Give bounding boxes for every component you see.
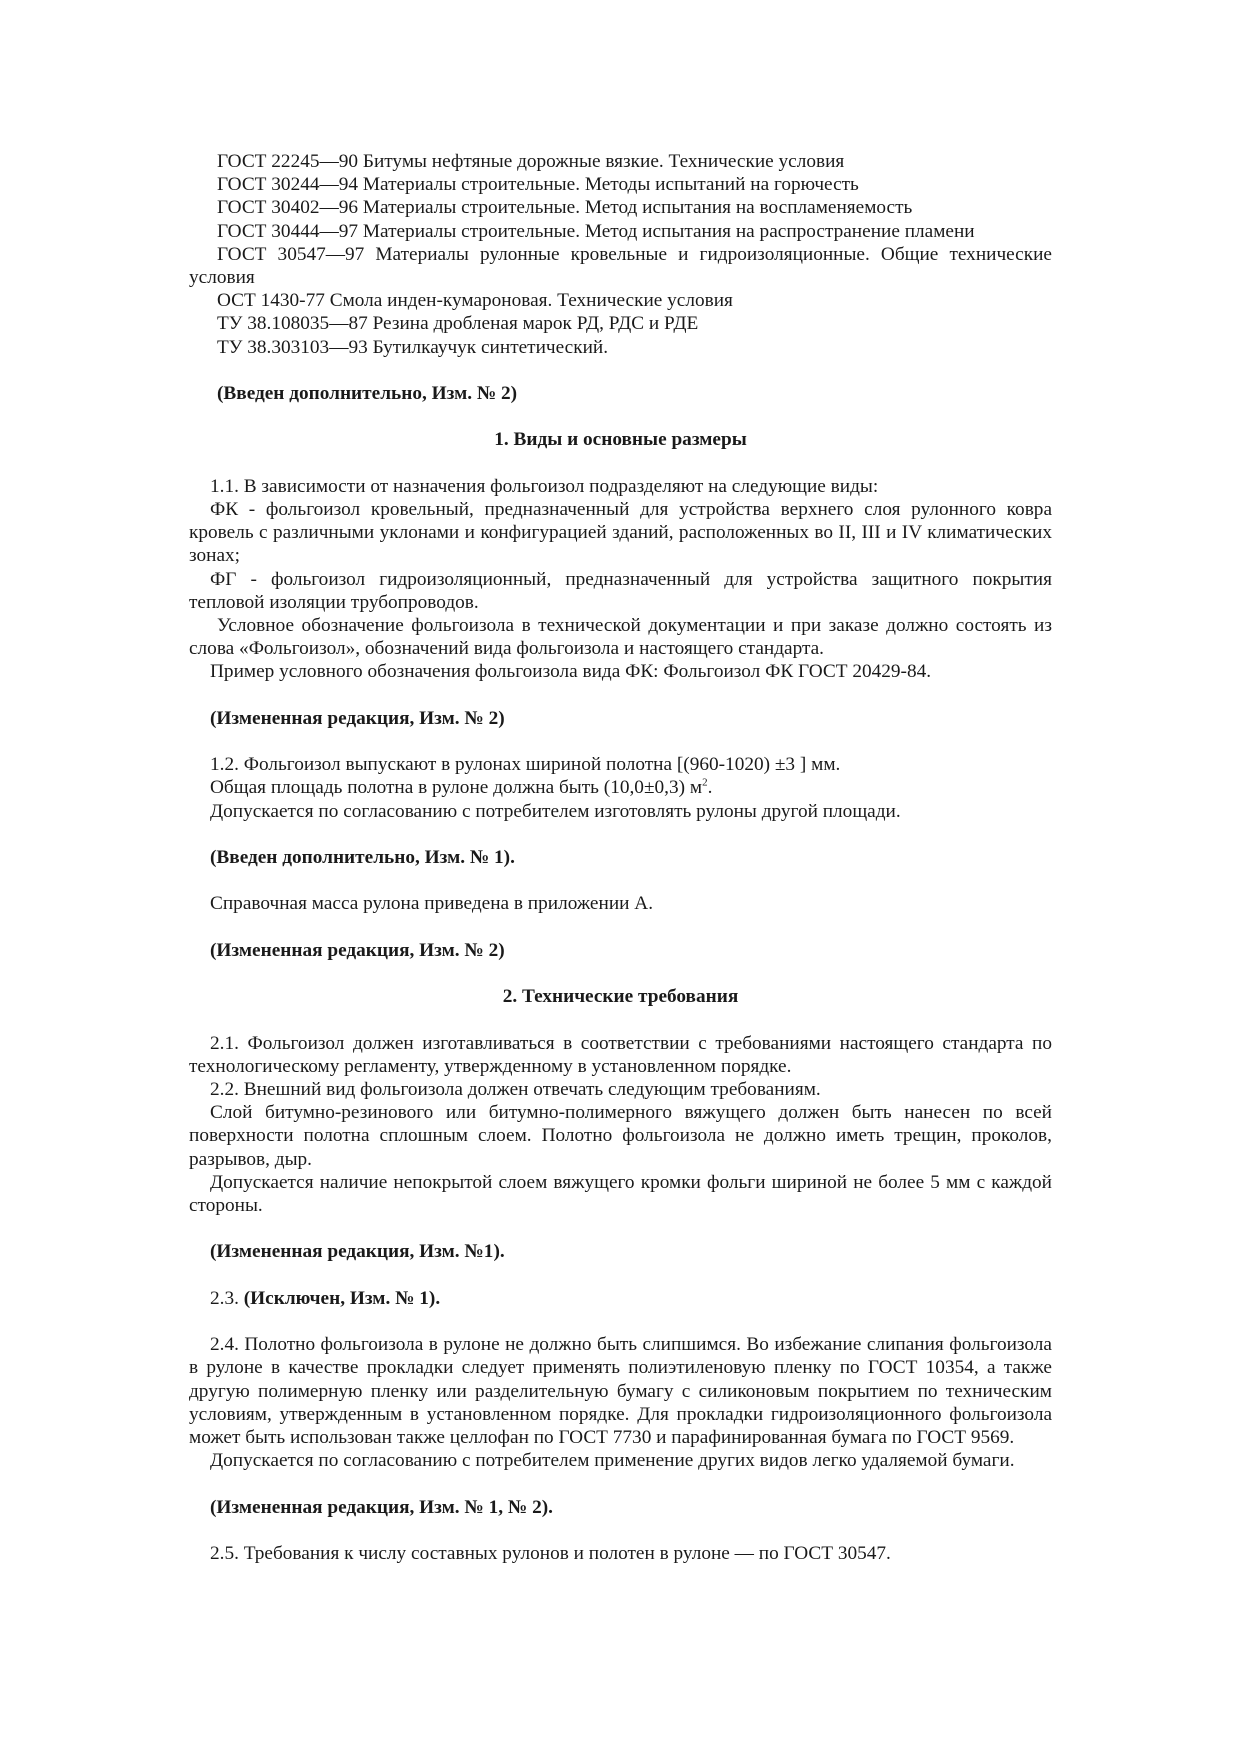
area-text: Общая площадь полотна в рулоне должна быть (10,0±0,3) м	[210, 777, 703, 799]
paragraph-1-2: 1.2. Фольгоизол выпускают в рулонах шириной полотна [(960-1020) ±3 ] мм.	[210, 754, 841, 776]
paragraph-designation: Условное обозначение фольгоизола в технической документации и при заказе должно состоять из слова «Фольгоизол», обозначений вида фольгоизола и настоящего стандарта.	[189, 615, 1052, 660]
amendment-note: (Введен дополнительно, Изм. № 1).	[210, 847, 515, 868]
paragraph-2-3-number: 2.3.	[210, 1287, 244, 1309]
amendment-note: (Измененная редакция, Изм. №1).	[210, 1241, 505, 1263]
paragraph-fk: ФК - фольгоизол кровельный, предназначенный для устройства верхнего слоя рулонного ковра кровель с различными уклонами и конфигурацией зданий, расположенных во II, III и IV климатических зонах;	[189, 499, 1052, 567]
paragraph-other-paper: Допускается по согласованию с потребителем применение других видов легко удаляемой бумаги.	[210, 1450, 1015, 1472]
section-heading-1: 1. Виды и основные размеры	[494, 429, 747, 451]
paragraph-1-1: 1.1. В зависимости от назначения фольгоизол подразделяют на следующие виды:	[210, 475, 879, 497]
paragraph-2-3	[189, 1287, 1052, 1310]
amendment-note: (Измененная редакция, Изм. № 2)	[210, 707, 505, 729]
references-list	[189, 150, 1052, 359]
area-superscript: 2	[702, 776, 708, 789]
paragraph-layer: Слой битумно-резинового или битумно-полимерного вяжущего должен быть нанесен по всей поверхности полотна сплошным слоем. Полотно фольгоизола не должно иметь трещин, проколов, разрывов, дыр.	[189, 1102, 1052, 1170]
reference-item: ГОСТ 30244—94 Материалы строительные. Методы испытаний на горючесть	[217, 174, 859, 196]
reference-item: ГОСТ 30547—97 Материалы рулонные кровельные и гидроизоляционные. Общие технические условия	[189, 243, 1052, 289]
paragraph-mass: Справочная масса рулона приведена в приложении А.	[210, 893, 654, 915]
paragraph-2-3-note: (Исключен, Изм. № 1).	[243, 1287, 441, 1309]
reference-item: ГОСТ 30402—96 Материалы строительные. Метод испытания на воспламеняемость	[217, 197, 913, 219]
amendment-note: (Измененная редакция, Изм. № 1, № 2).	[210, 1496, 553, 1518]
reference-item: ОСТ 1430-77 Смола инден-кумароновая. Технические условия	[217, 290, 733, 312]
reference-item: ГОСТ 22245—90 Битумы нефтяные дорожные вязкие. Технические условия	[217, 151, 845, 172]
area-end: .	[707, 777, 713, 799]
document-page	[189, 150, 1052, 1565]
reference-item: ГОСТ 30444—97 Материалы строительные. Метод испытания на распространение пламени	[217, 220, 975, 242]
paragraph-2-5: 2.5. Требования к числу составных рулонов и полотен в рулоне — по ГОСТ 30547.	[210, 1542, 891, 1564]
reference-item: ТУ 38.303103—93 Бутилкаучук синтетический.	[217, 336, 609, 358]
amendment-note: (Введен дополнительно, Изм. № 2)	[217, 383, 518, 405]
paragraph-2-1: 2.1. Фольгоизол должен изготавливаться в соответствии с требованиями настоящего стандарта по технологическому регламенту, утвержденному в установленном порядке.	[189, 1032, 1052, 1077]
paragraph-2-4: 2.4. Полотно фольгоизола в рулоне не должно быть слипшимся. Во избежание слипания фольгоизола в рулоне в качестве прокладки следует применять полиэтиленовую пленку по ГОСТ 10354, а также другую полимерную пленку или разделительную бумагу с силиконовым покрытием по техническим условиям, утвержденным в установленном порядке. Для прокладки гидроизоляционного фольгоизола может быть использован также целлофан по ГОСТ 7730 и парафинированная бумага по ГОСТ 9569.	[189, 1334, 1052, 1448]
paragraph-fg: ФГ - фольгоизол гидроизоляционный, предназначенный для устройства защитного покрытия тепловой изоляции трубопроводов.	[189, 568, 1052, 613]
paragraph-edge: Допускается наличие непокрытой слоем вяжущего кромки фольги шириной не более 5 мм с каждой стороны.	[189, 1171, 1052, 1216]
reference-item: ТУ 38.108035—87 Резина дробленая марок РД, РДС и РДЕ	[217, 313, 699, 335]
paragraph-area	[189, 776, 1052, 799]
paragraph-example: Пример условного обозначения фольгоизола вида ФК: Фольгоизол ФК ГОСТ 20429-84.	[210, 661, 932, 683]
amendment-note: (Измененная редакция, Изм. № 2)	[210, 939, 505, 961]
paragraph-2-2: 2.2. Внешний вид фольгоизола должен отвечать следующим требованиям.	[210, 1078, 821, 1100]
section-heading-2: 2. Технические требования	[502, 986, 739, 1008]
paragraph-other-area: Допускается по согласованию с потребителем изготовлять рулоны другой площади.	[210, 800, 901, 822]
